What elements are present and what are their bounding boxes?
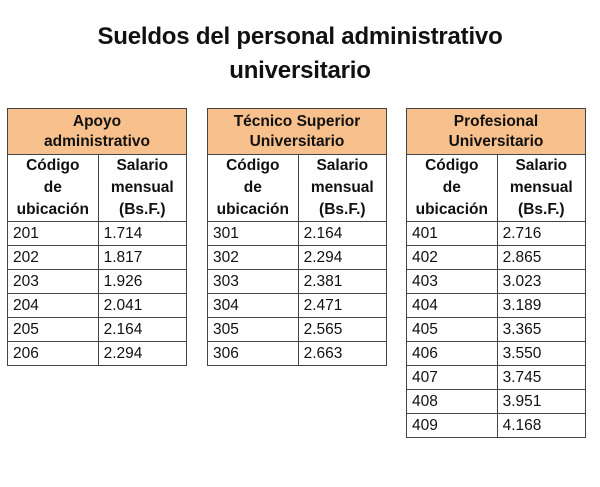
code-column-header: Código de ubicación <box>8 155 99 222</box>
code-cell: 408 <box>407 390 498 414</box>
table-row <box>8 270 187 294</box>
salary-cell: 2.381 <box>298 270 386 294</box>
code-cell: 406 <box>407 342 498 366</box>
table-row <box>407 294 586 318</box>
salary-cell: 2.565 <box>298 318 386 342</box>
salary-column-header: Salario mensual (Bs.F.) <box>497 155 585 222</box>
salary-cell: 4.168 <box>497 414 585 438</box>
table-profesional-universitario <box>406 108 586 438</box>
table-row <box>407 366 586 390</box>
salary-cell: 3.745 <box>497 366 585 390</box>
table-row <box>407 342 586 366</box>
salary-cell: 2.663 <box>298 342 386 366</box>
salary-cell: 2.865 <box>497 246 585 270</box>
table-row <box>407 222 586 246</box>
code-cell: 204 <box>8 294 99 318</box>
salary-cell: 2.294 <box>298 246 386 270</box>
salary-cell: 1.817 <box>98 246 186 270</box>
table-row <box>407 390 586 414</box>
code-cell: 203 <box>8 270 99 294</box>
salary-cell: 3.023 <box>497 270 585 294</box>
code-cell: 403 <box>407 270 498 294</box>
code-cell: 305 <box>208 318 299 342</box>
code-column-header: Código de ubicación <box>208 155 299 222</box>
table-row <box>8 294 187 318</box>
table-apoyo-administrativo <box>7 108 187 366</box>
table-row <box>8 342 187 366</box>
code-cell: 404 <box>407 294 498 318</box>
salary-cell: 1.926 <box>98 270 186 294</box>
category-header: Profesional Universitario <box>407 109 586 155</box>
code-cell: 405 <box>407 318 498 342</box>
table-tecnico-superior <box>207 108 387 366</box>
code-cell: 409 <box>407 414 498 438</box>
table-row <box>208 342 387 366</box>
code-cell: 304 <box>208 294 299 318</box>
salary-cell: 2.294 <box>98 342 186 366</box>
table-row <box>407 414 586 438</box>
table-row <box>208 222 387 246</box>
code-cell: 301 <box>208 222 299 246</box>
table-row <box>208 246 387 270</box>
salary-cell: 2.164 <box>98 318 186 342</box>
salary-cell: 1.714 <box>98 222 186 246</box>
table-row <box>407 246 586 270</box>
table-row <box>8 222 187 246</box>
table-row <box>208 270 387 294</box>
code-cell: 401 <box>407 222 498 246</box>
salary-cell: 3.951 <box>497 390 585 414</box>
salary-column-header: Salario mensual (Bs.F.) <box>298 155 386 222</box>
code-cell: 306 <box>208 342 299 366</box>
table-row <box>208 294 387 318</box>
page-title <box>0 20 600 88</box>
code-cell: 407 <box>407 366 498 390</box>
title-line-2: universitario <box>229 57 371 84</box>
code-cell: 201 <box>8 222 99 246</box>
salary-column-header: Salario mensual (Bs.F.) <box>98 155 186 222</box>
salary-cell: 3.550 <box>497 342 585 366</box>
salary-cell: 2.471 <box>298 294 386 318</box>
table-row <box>8 246 187 270</box>
code-cell: 303 <box>208 270 299 294</box>
code-column-header: Código de ubicación <box>407 155 498 222</box>
table-row <box>8 318 187 342</box>
code-cell: 206 <box>8 342 99 366</box>
salary-cell: 3.365 <box>497 318 585 342</box>
title-line-1: Sueldos del personal administrativo <box>97 23 503 50</box>
category-header: Técnico Superior Universitario <box>208 109 387 155</box>
code-cell: 302 <box>208 246 299 270</box>
table-row <box>407 270 586 294</box>
salary-cell: 2.716 <box>497 222 585 246</box>
table-row <box>407 318 586 342</box>
salary-cell: 3.189 <box>497 294 585 318</box>
code-cell: 202 <box>8 246 99 270</box>
code-cell: 402 <box>407 246 498 270</box>
category-header: Apoyo administrativo <box>8 109 187 155</box>
code-cell: 205 <box>8 318 99 342</box>
salary-cell: 2.164 <box>298 222 386 246</box>
salary-cell: 2.041 <box>98 294 186 318</box>
table-row <box>208 318 387 342</box>
